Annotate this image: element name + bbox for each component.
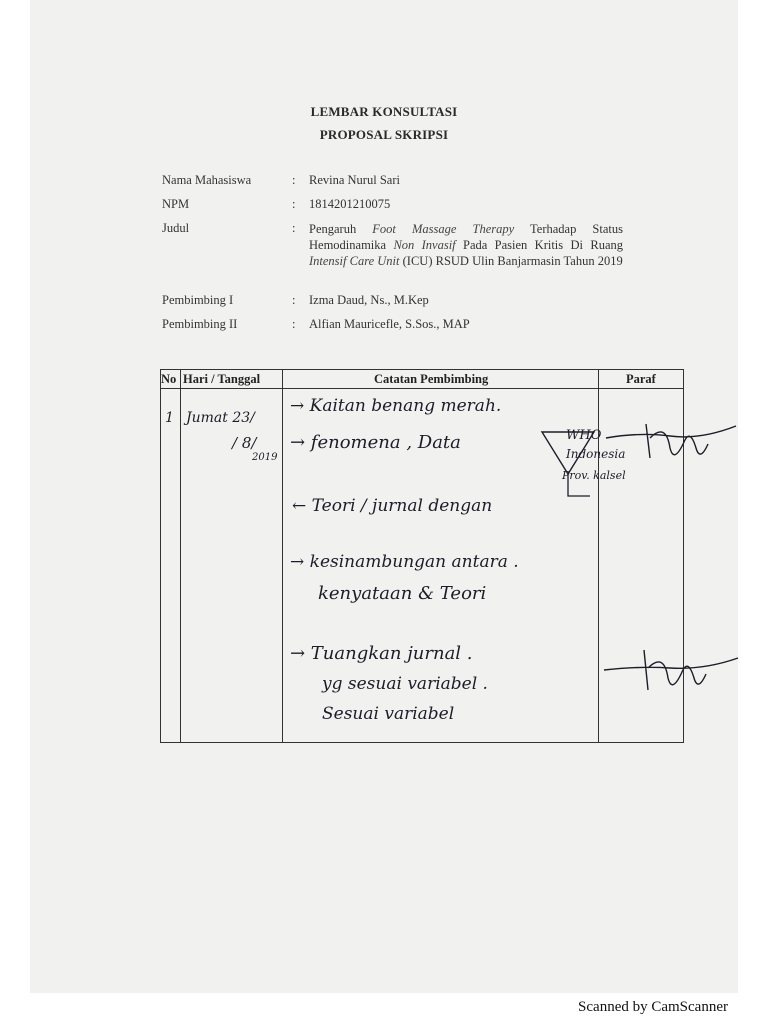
npm-label: NPM — [162, 197, 190, 211]
document-subtitle: PROPOSAL SKRIPSI — [319, 127, 449, 142]
signature-1 — [600, 418, 740, 474]
pembimbing2-value: Alfian Mauricefle, S.Sos., MAP — [309, 317, 470, 331]
source-kalsel: Prov. kalsel — [562, 469, 626, 482]
nama-label: Nama Mahasiswa — [162, 173, 252, 187]
table-col-divider-date — [282, 369, 283, 743]
judul-label: Judul — [162, 221, 190, 235]
pembimbing2-colon: : — [292, 317, 296, 331]
signature-2 — [600, 646, 740, 702]
col-header-no: No — [161, 372, 177, 386]
row-date-line3: 2019 — [252, 452, 278, 463]
note-line-5: kenyataan & Teori — [318, 583, 487, 604]
note-line-3: ← Teori / jurnal dengan — [292, 496, 493, 516]
source-indonesia: Indonesia — [566, 447, 626, 461]
table-header-divider — [160, 388, 684, 389]
table-col-divider-paraf — [598, 369, 599, 743]
npm-value: 1814201210075 — [309, 197, 391, 211]
camscanner-watermark: Scanned by CamScanner — [578, 999, 728, 1015]
row-date-line2: / 8/ — [232, 434, 257, 452]
note-line-4: → kesinambungan antara . — [290, 552, 519, 572]
source-who: WHO — [566, 428, 602, 443]
row-date-line1: Jumat 23/ — [186, 410, 255, 426]
table-col-divider-no — [180, 369, 181, 743]
pembimbing1-value: Izma Daud, Ns., M.Kep — [309, 293, 429, 307]
note-line-2: → fenomena , Data — [290, 432, 461, 453]
pembimbing1-colon: : — [292, 293, 296, 307]
col-header-paraf: Paraf — [626, 372, 656, 386]
pembimbing1-label: Pembimbing I — [162, 293, 234, 307]
nama-colon: : — [292, 173, 296, 187]
judul-value: Pengaruh Foot Massage Therapy Terhadap Status Hemodinamika Non Invasif Pada Pasien Kritis Di Ruang Intensif Care Unit (ICU) RSUD Ulin Banjarmasin Tahun 2019 — [309, 222, 623, 268]
npm-colon: : — [292, 197, 296, 211]
note-line-7: yg sesuai variabel . — [322, 674, 488, 694]
note-line-1: → Kaitan benang merah. — [290, 396, 502, 416]
nama-value: Revina Nurul Sari — [309, 173, 400, 187]
col-header-tanggal: Hari / Tanggal — [183, 372, 261, 386]
judul-colon: : — [292, 221, 296, 235]
pembimbing2-label: Pembimbing II — [162, 317, 238, 331]
note-line-6: → Tuangkan jurnal . — [290, 643, 473, 664]
note-line-8: Sesuai variabel — [322, 704, 455, 724]
document-title: LEMBAR KONSULTASI — [310, 104, 458, 119]
col-header-catatan: Catatan Pembimbing — [374, 372, 489, 386]
row-number: 1 — [165, 410, 174, 426]
